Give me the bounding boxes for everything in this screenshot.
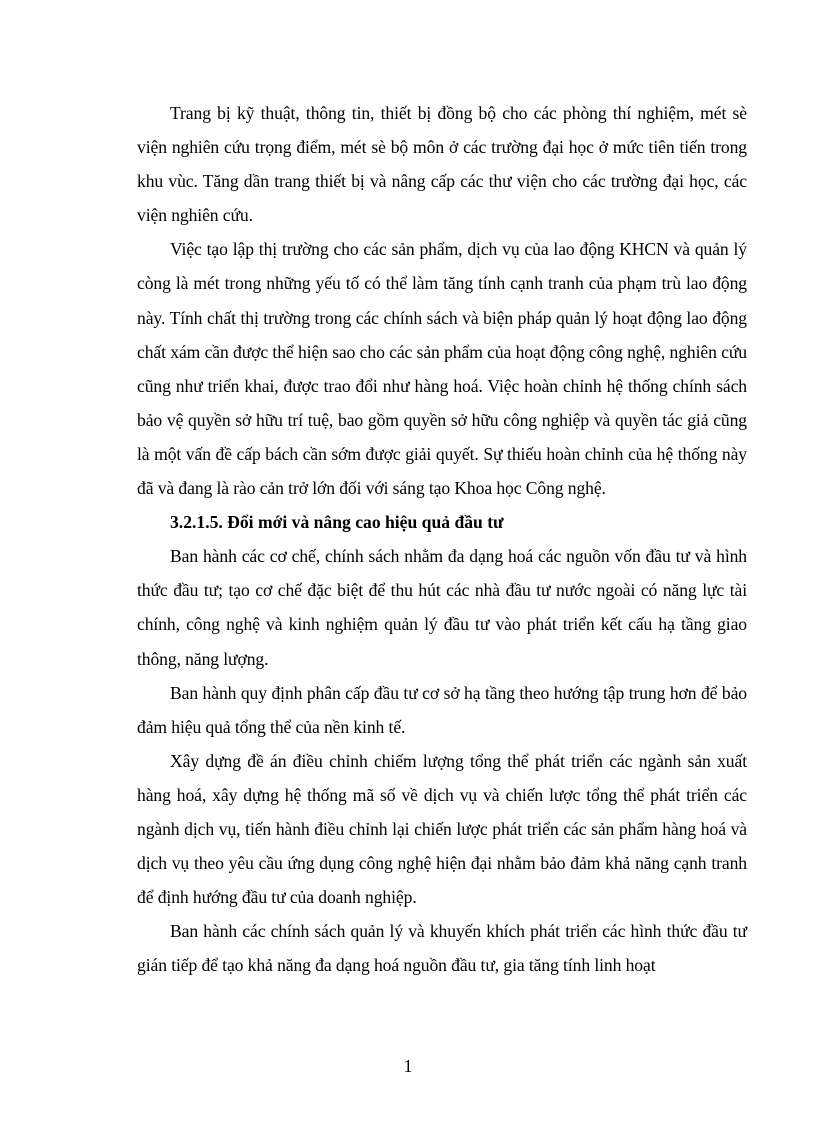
paragraph-indirect-investment: Ban hành các chính sách quản lý và khuyến khích phát triển các hình thức đầu tư gián tiếp để tạo khả năng đa dạng hoá nguồn đầu tư, gia tăng tính linh hoạt [137,921,747,976]
section-heading: 3.2.1.5. Đổi mới và nâng cao hiệu quả đầu tư [170,512,504,533]
paragraph-decentralization: Ban hành quy định phân cấp đầu tư cơ sở hạ tầng theo hướng tập trung hơn để bảo đảm hiệu quả tổng thể của nền kinh tế. [137,682,747,737]
paragraph-market: Việc tạo lập thị trường cho các sản phẩm, dịch vụ của lao động KHCN và quản lý còng là mét trong những yếu tố có thể làm tăng tính cạnh tranh của phạm trù lao động này. Tính chất thị trường trong các chính sách và biện pháp quản lý hoạt động lao động chất xám cần được thể hiện sao cho các sản phẩm của hoạt động công nghệ, nghiên cứu cũng như triển khai, được trao đổi như hàng hoá. Việc hoàn chỉnh hệ thống chính sách bảo vệ quyền sở hữu trí tuệ, bao gồm quyền sở hữu công nghiệp và quyền tác giả cũng là một vấn đề cấp bách cần sớm được giải quyết. Sự thiếu hoàn chỉnh của hệ thống này đã và đang là rào cản trở lớn đối với sáng tạo Khoa học Công nghệ. [137,239,747,499]
paragraph-equipment: Trang bị kỹ thuật, thông tin, thiết bị đồng bộ cho các phòng thí nghiệm, mét sè viện nghiên cứu trọng điểm, mét sè bộ môn ở các trường đại học ở mức tiên tiến trong khu vùc. Tăng dần trang thiết bị và nâng cấp các thư viện cho các trường đại học, các viện nghiên cứu. [137,103,747,226]
paragraph-strategy: Xây dựng đề án điều chỉnh chiếm lượng tổng thể phát triển các ngành sản xuất hàng hoá, xây dựng hệ thống mã số về dịch vụ và chiến lược tổng thể phát triển các ngành dịch vụ, tiến hành điều chỉnh lại chiến lược phát triển các sản phẩm hàng hoá và dịch vụ theo yêu cầu ứng dụng công nghệ hiện đại nhằm bảo đảm khả năng cạnh tranh để định hướng đầu tư của doanh nghiệp. [137,750,747,908]
paragraph-investment-policy: Ban hành các cơ chế, chính sách nhằm đa dạng hoá các nguồn vốn đầu tư và hình thức đầu tư; tạo cơ chế đặc biệt để thu hút các nhà đầu tư nước ngoài có năng lực tài chính, công nghệ và kinh nghiệm quản lý đầu tư vào phát triển kết cấu hạ tầng giao thông, năng lượng. [137,546,747,669]
document-body [137,96,747,982]
page-number: 1 [403,1056,413,1076]
